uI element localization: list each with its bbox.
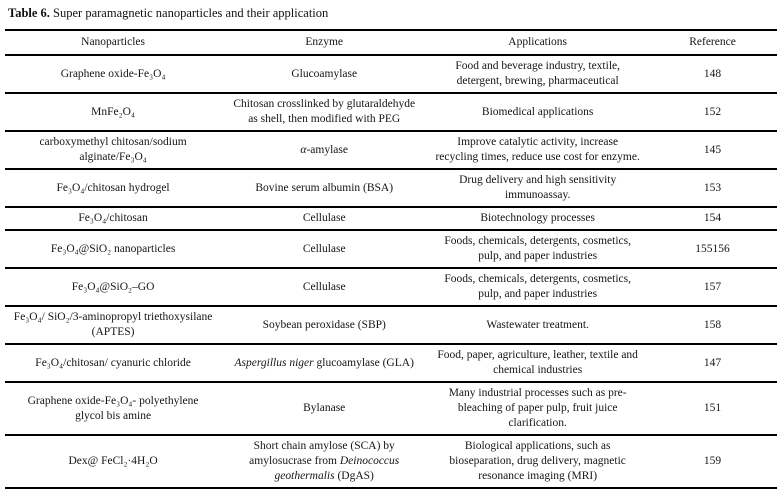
cell-reference: 148 xyxy=(648,55,777,93)
enzyme-text-pre: Cellulase xyxy=(302,242,346,255)
table-caption-text: Super paramagnetic nanoparticles and their application xyxy=(49,6,329,20)
cell-enzyme xyxy=(221,382,427,435)
table-body xyxy=(5,55,777,488)
enzyme-text-pre: Short chain amylose (SCA) by amylosucrase from xyxy=(249,440,395,467)
cell-nanoparticles: carboxymethyl chitosan/sodium alginate/Fe₃O₄ xyxy=(5,131,221,169)
table-caption xyxy=(8,6,782,20)
cell-applications: Foods, chemicals, detergents, cosmetics, pulp, and paper industries xyxy=(427,230,648,268)
cell-reference: 157 xyxy=(648,268,777,306)
column-header-nanoparticles: Nanoparticles xyxy=(5,30,221,55)
enzyme-text-italic: Aspergillus niger xyxy=(234,356,314,369)
enzyme-text-italic: Deinococcus geothermalis xyxy=(274,455,400,482)
cell-reference: 145 xyxy=(648,131,777,169)
table-row xyxy=(5,382,777,435)
enzyme-text-pre: Bylanase xyxy=(303,402,346,414)
cell-nanoparticles: Graphene oxide-Fe₃O₄ xyxy=(5,55,221,93)
enzyme-text-pre: Bovine serum albumin (BSA) xyxy=(255,181,394,194)
table-row xyxy=(5,93,777,131)
table-row xyxy=(5,344,777,382)
cell-enzyme xyxy=(221,230,427,268)
cell-applications: Biotechnology processes xyxy=(427,207,648,230)
table-header-row xyxy=(5,30,777,55)
cell-enzyme xyxy=(221,55,427,93)
cell-nanoparticles: Graphene oxide-Fe₃O₄- polyethylene glycol bis amine xyxy=(5,382,221,435)
cell-enzyme xyxy=(221,131,427,169)
cell-applications: Biological applications, such as bioseparation, drug delivery, magnetic resonance imaging (MRI) xyxy=(427,435,648,488)
cell-reference: 155156 xyxy=(648,230,777,268)
table-row xyxy=(5,306,777,344)
enzyme-text-post: (DgAS) xyxy=(334,470,374,482)
cell-enzyme xyxy=(221,344,427,382)
enzyme-text-pre: Cellulase xyxy=(302,280,346,293)
cell-applications: Improve catalytic activity, increase recycling times, reduce use cost for enzyme. xyxy=(427,131,648,169)
enzyme-text-italic: α xyxy=(300,143,307,156)
cell-enzyme xyxy=(221,169,427,207)
cell-reference: 158 xyxy=(648,306,777,344)
enzyme-text-pre: Cellulase xyxy=(302,212,346,224)
column-header-applications: Applications xyxy=(427,30,648,55)
cell-nanoparticles: Fe₃O₄@SiO₂–GO xyxy=(5,268,221,306)
cell-reference: 154 xyxy=(648,207,777,230)
cell-nanoparticles: Fe₃O₄/chitosan xyxy=(5,207,221,230)
cell-enzyme xyxy=(221,306,427,344)
cell-applications: Wastewater treatment. xyxy=(427,306,648,344)
cell-nanoparticles: Dex@ FeCl₂·4H₂O xyxy=(5,435,221,488)
enzyme-text-post: glucoamylase (GLA) xyxy=(313,356,414,369)
enzyme-text-pre: Glucoamylase xyxy=(291,67,358,80)
enzyme-text-pre: Chitosan crosslinked by glutaraldehyde as shell, then modified with PEG xyxy=(233,98,416,125)
column-header-reference: Reference xyxy=(648,30,777,55)
table-row xyxy=(5,268,777,306)
cell-reference: 151 xyxy=(648,382,777,435)
cell-applications: Drug delivery and high sensitivity immunoassay. xyxy=(427,169,648,207)
cell-reference: 152 xyxy=(648,93,777,131)
table-row xyxy=(5,55,777,93)
table-row xyxy=(5,435,777,488)
table-caption-label: Table 6. xyxy=(8,6,50,20)
cell-nanoparticles: Fe₃O₄/chitosan hydrogel xyxy=(5,169,221,207)
cell-enzyme xyxy=(221,268,427,306)
table-row xyxy=(5,169,777,207)
cell-applications: Biomedical applications xyxy=(427,93,648,131)
column-header-enzyme: Enzyme xyxy=(221,30,427,55)
enzyme-text-pre: Soybean peroxidase (SBP) xyxy=(262,318,386,331)
cell-nanoparticles: MnFe₂O₄ xyxy=(5,93,221,131)
table-row xyxy=(5,207,777,230)
cell-nanoparticles: Fe₃O₄/ SiO₂/3-aminopropyl triethoxysilane (APTES) xyxy=(5,306,221,344)
cell-reference: 147 xyxy=(648,344,777,382)
table-row xyxy=(5,131,777,169)
cell-nanoparticles: Fe₃O₄@SiO₂ nanoparticles xyxy=(5,230,221,268)
superparamagnetic-nanoparticles-table xyxy=(5,29,777,489)
cell-applications: Many industrial processes such as pre-bleaching of paper pulp, fruit juice clarification. xyxy=(427,382,648,435)
table-row xyxy=(5,230,777,268)
cell-applications: Food, paper, agriculture, leather, textile and chemical industries xyxy=(427,344,648,382)
cell-enzyme xyxy=(221,207,427,230)
cell-applications: Foods, chemicals, detergents, cosmetics, pulp, and paper industries xyxy=(427,268,648,306)
cell-enzyme xyxy=(221,93,427,131)
cell-applications: Food and beverage industry, textile, detergent, brewing, pharmaceutical xyxy=(427,55,648,93)
cell-enzyme xyxy=(221,435,427,488)
cell-reference: 159 xyxy=(648,435,777,488)
enzyme-text-post: -amylase xyxy=(306,143,348,156)
cell-nanoparticles: Fe₃O₄/chitosan/ cyanuric chloride xyxy=(5,344,221,382)
cell-reference: 153 xyxy=(648,169,777,207)
